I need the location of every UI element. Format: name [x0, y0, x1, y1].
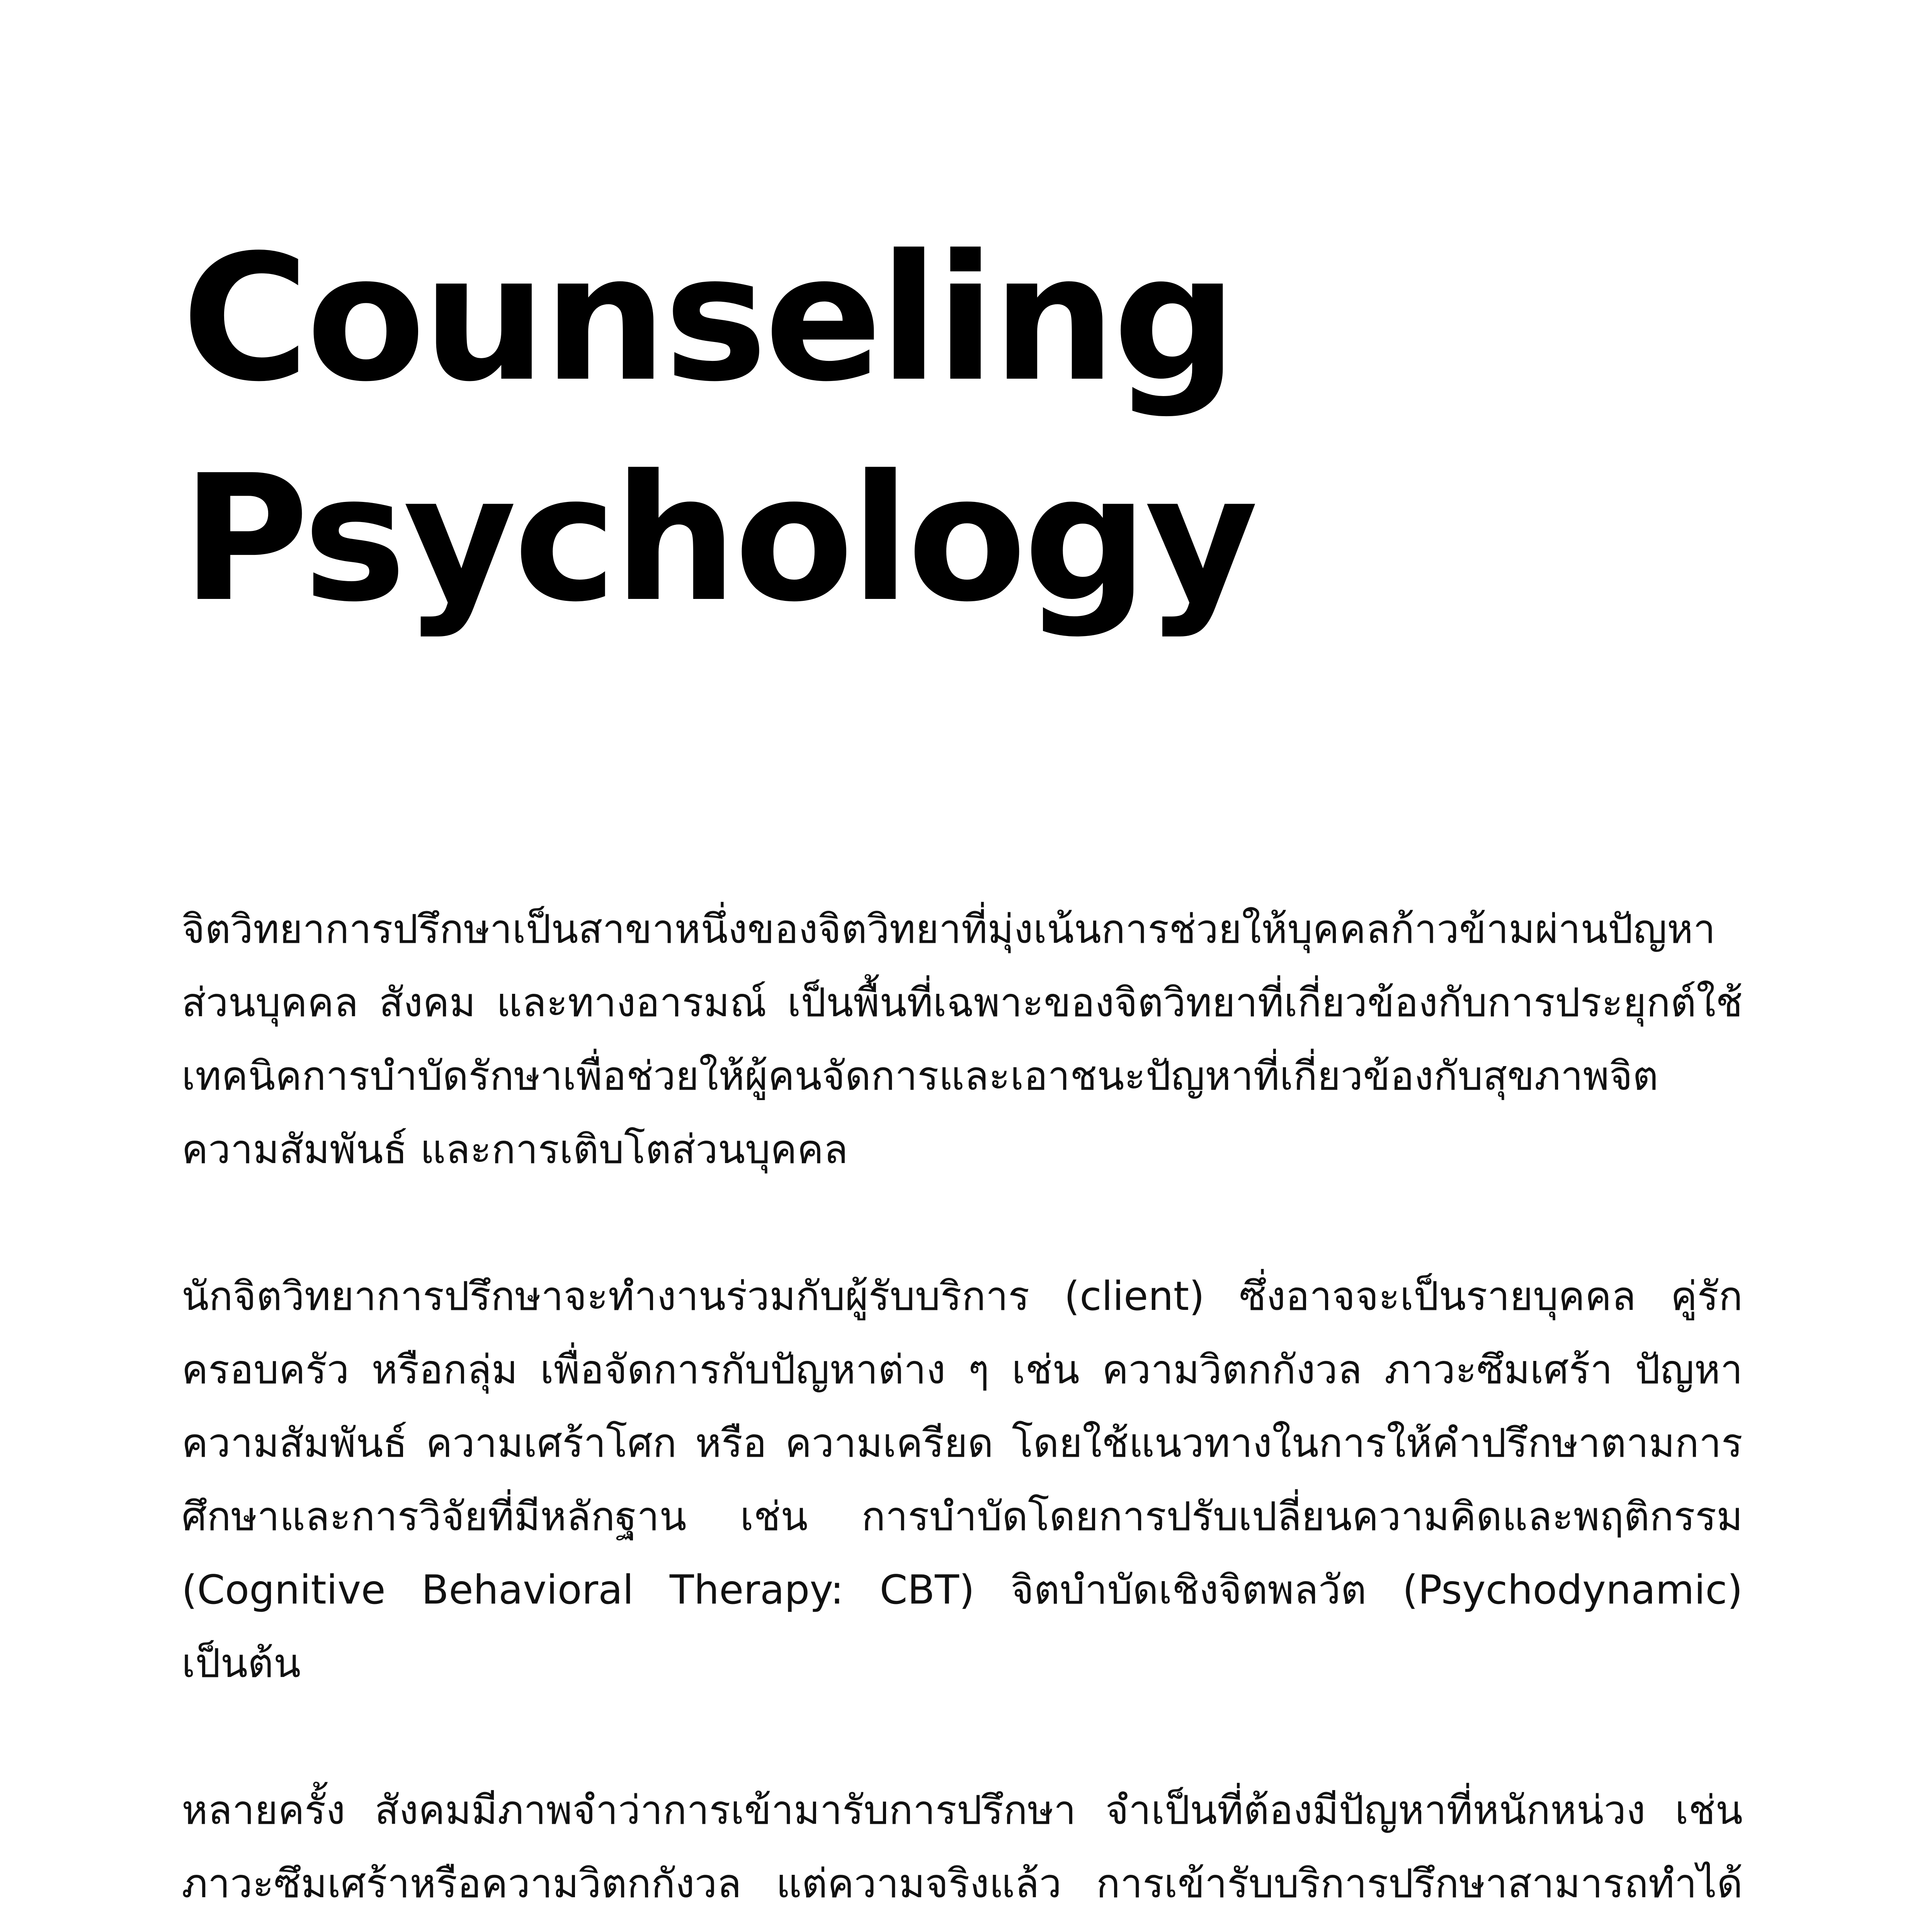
body-paragraph-1: จิตวิทยาการปรึกษาเป็นสาขาหนึ่งของจิตวิทยาที่มุ่งเน้นการช่วยให้บุคคลก้าวข้ามผ่านปัญหาส่วนบุคคล สังคม และทางอารมณ์ เป็นพื้นที่เฉพาะของจิตวิทยาที่เกี่ยวข้องกับการประยุกต์ใช้เทคนิคการบำบัดรักษาเพื่อช่วยให้ผู้คนจัดการและเอาชนะปัญหาที่เกี่ยวข้องกับสุขภาพจิต ความสัมพันธ์ และการเติบโตส่วนบุคคล — [182, 906, 1743, 1173]
title-line-2: Psychology — [182, 438, 1255, 640]
title-line-1: Counseling — [182, 218, 1235, 420]
page-title — [182, 209, 1766, 649]
body-paragraph-2: นักจิตวิทยาการปรึกษาจะทำงานร่วมกับผู้รับบริการ (client) ซึ่งอาจจะเป็นรายบุคคล คู่รัก ครอบครัว หรือกลุ่ม เพื่อจัดการกับปัญหาต่าง ๆ เช่น ความวิตกกังวล ภาวะซึมเศร้า ปัญหาความสัมพันธ์ ความเศร้าโศก หรือ ความเครียด โดยใช้แนวทางในการให้คำปรึกษาตามการศึกษาและการวิจัยที่มีหลักฐาน เช่น การบำบัดโดยการปรับเปลี่ยนความคิดและพฤติกรรม (Cognitive Behavioral Therapy: CBT) จิตบำบัดเชิงจิตพลวัต (Psychodynamic) เป็นต้น — [182, 1273, 1743, 1687]
body-paragraph-3: หลายครั้ง สังคมมีภาพจำว่าการเข้ามารับการปรึกษา จำเป็นที่ต้องมีปัญหาที่หนักหน่วง เช่น ภาวะซึมเศร้าหรือความวิตกกังวล แต่ความจริงแล้ว การเข้ารับบริการปรึกษาสามารถทำได้ — [182, 1787, 1743, 1907]
